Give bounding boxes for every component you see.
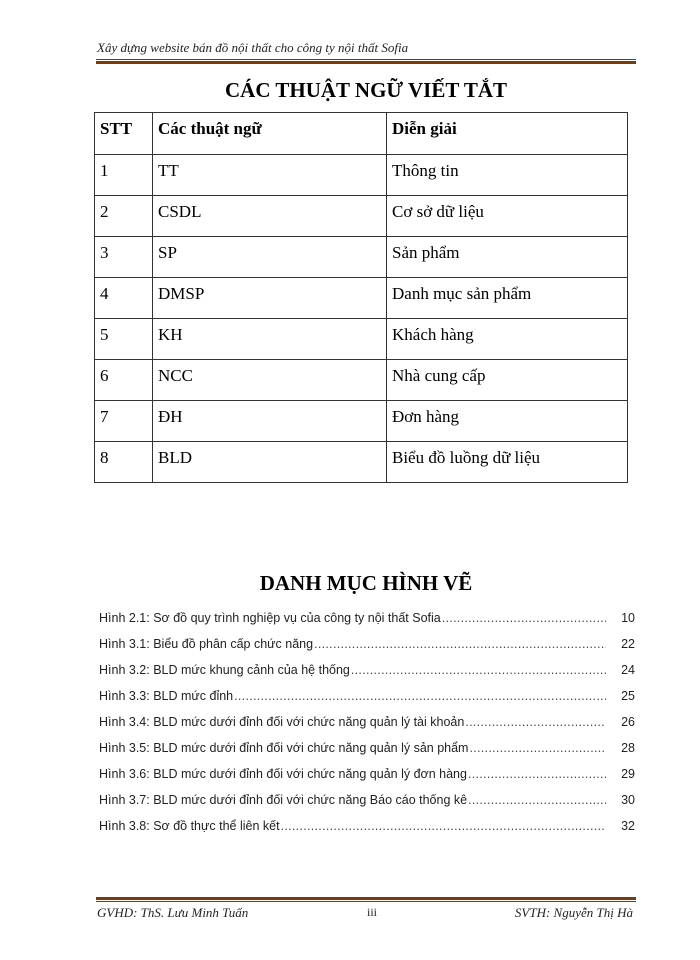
- header-rule-thick: [96, 61, 636, 64]
- column-header-stt: STT: [95, 113, 153, 155]
- cell-stt: 5: [95, 319, 153, 360]
- figure-page-number: 30: [621, 793, 635, 807]
- dot-leader: [468, 761, 606, 787]
- table-row: [95, 401, 628, 442]
- figure-label: Hình 3.1: Biểu đồ phân cấp chức năng: [99, 637, 314, 651]
- cell-term: CSDL: [153, 196, 387, 237]
- cell-meaning: Danh mục sản phẩm: [387, 278, 628, 319]
- cell-term: KH: [153, 319, 387, 360]
- cell-stt: 8: [95, 442, 153, 483]
- table-row: [95, 155, 628, 196]
- dot-leader: [351, 657, 606, 683]
- dot-leader: [469, 735, 606, 761]
- list-item[interactable]: [99, 605, 635, 631]
- figure-page-number: 32: [621, 819, 635, 833]
- header-rule-thin: [96, 59, 636, 60]
- figure-label: Hình 3.5: BLD mức dưới đỉnh đối với chức năng quản lý sản phẩm: [99, 741, 469, 755]
- figures-list: [99, 605, 635, 839]
- cell-meaning: Cơ sở dữ liệu: [387, 196, 628, 237]
- cell-meaning: Nhà cung cấp: [387, 360, 628, 401]
- cell-term: TT: [153, 155, 387, 196]
- figure-page-number: 10: [621, 611, 635, 625]
- footer-student: SVTH: Nguyễn Thị Hà: [514, 905, 633, 920]
- figure-page-number: 26: [621, 715, 635, 729]
- figure-label: Hình 2.1: Sơ đồ quy trình nghiệp vụ của công ty nội thất Sofia: [99, 611, 441, 625]
- figure-label: Hình 3.4: BLD mức dưới đỉnh đối với chức năng quản lý tài khoản: [99, 715, 465, 729]
- figures-title: DANH MỤC HÌNH VẼ: [259, 571, 473, 595]
- figure-page-number: 29: [621, 767, 635, 781]
- list-item[interactable]: [99, 657, 635, 683]
- cell-stt: 3: [95, 237, 153, 278]
- list-item[interactable]: [99, 761, 635, 787]
- dot-leader: [468, 787, 606, 813]
- footer-rule-thick: [96, 897, 636, 900]
- figure-label: Hình 3.3: BLD mức đỉnh: [99, 689, 234, 703]
- figure-page-number: 25: [621, 689, 635, 703]
- table-row: [95, 196, 628, 237]
- figure-label: Hình 3.2: BLD mức khung cảnh của hệ thống: [99, 663, 350, 677]
- cell-stt: 4: [95, 278, 153, 319]
- cell-meaning: Khách hàng: [387, 319, 628, 360]
- list-item[interactable]: [99, 683, 635, 709]
- list-item[interactable]: [99, 813, 635, 839]
- cell-stt: 6: [95, 360, 153, 401]
- cell-meaning: Thông tin: [387, 155, 628, 196]
- dot-leader: [465, 709, 606, 735]
- figure-page-number: 22: [621, 637, 635, 651]
- list-item[interactable]: [99, 787, 635, 813]
- figure-page-number: 24: [621, 663, 635, 677]
- cell-term: BLD: [153, 442, 387, 483]
- column-header-meaning: Diễn giải: [387, 113, 628, 155]
- dot-leader: [234, 683, 606, 709]
- dot-leader: [314, 631, 606, 657]
- figure-label: Hình 3.8: Sơ đồ thực thể liên kết: [99, 819, 280, 833]
- cell-meaning: Đơn hàng: [387, 401, 628, 442]
- cell-stt: 7: [95, 401, 153, 442]
- table-row: [95, 278, 628, 319]
- dot-leader: [281, 813, 606, 839]
- footer-advisor: GVHD: ThS. Lưu Minh Tuấn: [97, 905, 249, 920]
- cell-term: NCC: [153, 360, 387, 401]
- cell-term: SP: [153, 237, 387, 278]
- column-header-term: Các thuật ngữ: [153, 113, 387, 155]
- table-row: [95, 237, 628, 278]
- cell-meaning: Biểu đồ luồng dữ liệu: [387, 442, 628, 483]
- cell-stt: 2: [95, 196, 153, 237]
- abbreviations-table: [94, 112, 628, 483]
- table-header-row: [95, 113, 628, 155]
- cell-term: ĐH: [153, 401, 387, 442]
- cell-term: DMSP: [153, 278, 387, 319]
- abbreviations-title: CÁC THUẬT NGỮ VIẾT TẮT: [224, 78, 508, 102]
- table-row: [95, 319, 628, 360]
- table-row: [95, 442, 628, 483]
- figure-page-number: 28: [621, 741, 635, 755]
- figure-label: Hình 3.7: BLD mức dưới đỉnh đối với chức năng Báo cáo thống kê: [99, 793, 468, 807]
- cell-stt: 1: [95, 155, 153, 196]
- table-row: [95, 360, 628, 401]
- list-item[interactable]: [99, 735, 635, 761]
- list-item[interactable]: [99, 709, 635, 735]
- footer-rule-thin: [96, 901, 636, 902]
- page-number: iii: [367, 905, 378, 919]
- page-header-title: Xây dựng website bán đồ nội thất cho công ty nội thất Sofia: [97, 40, 409, 55]
- dot-leader: [442, 605, 606, 631]
- list-item[interactable]: [99, 631, 635, 657]
- cell-meaning: Sản phẩm: [387, 237, 628, 278]
- figure-label: Hình 3.6: BLD mức dưới đỉnh đối với chức năng quản lý đơn hàng: [99, 767, 467, 781]
